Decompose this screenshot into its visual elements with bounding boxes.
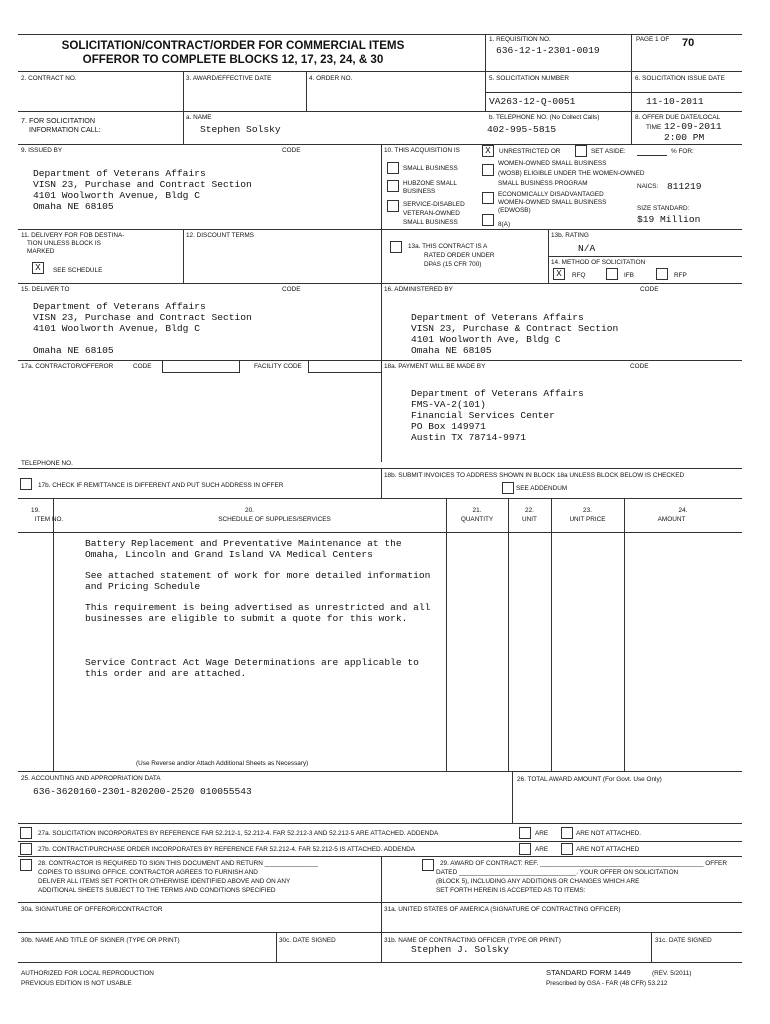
rated-order-label-3: DPAS (15 CFR 700) xyxy=(424,261,482,268)
officer-name[interactable]: Stephen J. Solsky xyxy=(411,944,509,955)
wosb-label-3: SMALL BUSINESS PROGRAM xyxy=(498,180,588,187)
issued-code-label: CODE xyxy=(282,147,301,154)
for-info-label: 7. FOR SOLICITATION xyxy=(21,116,96,125)
col-unit-num: 22. xyxy=(525,507,534,514)
remittance-label: 17b. CHECK IF REMITTANCE IS DIFFERENT AND PUT SUCH ADDRESS IN OFFER xyxy=(38,482,284,489)
invoice-label: 18b. SUBMIT INVOICES TO ADDRESS SHOWN IN BLOCK 18a UNLESS BLOCK BELOW IS CHECKED xyxy=(384,472,685,479)
method-label: 14. METHOD OF SOLICITATION xyxy=(551,259,646,266)
delivery-fob-label-2: TION UNLESS BLOCK IS xyxy=(27,240,101,247)
rated-order-label-2: RATED ORDER UNDER xyxy=(424,252,495,259)
col-item-no-num: 19. xyxy=(31,507,40,514)
discount-terms-label: 12. DISCOUNT TERMS xyxy=(186,232,254,239)
percent-for-label: % FOR: xyxy=(671,148,694,155)
order-no-label: 4. ORDER NO. xyxy=(309,75,353,82)
8a-checkbox[interactable] xyxy=(482,214,494,226)
signature-officer-field[interactable] xyxy=(382,914,741,931)
28-checkbox[interactable] xyxy=(20,859,32,871)
block29-line2: DATED _________________________________. YOUR OFFER ON SOLICITATION xyxy=(436,869,679,876)
schedule-note: (Use Reverse and/or Attach Additional Sheets as Necessary) xyxy=(136,760,309,767)
see-schedule-label: SEE SCHEDULE xyxy=(53,267,103,274)
edwosb-checkbox[interactable] xyxy=(482,192,494,204)
ifb-checkbox[interactable] xyxy=(606,268,618,280)
deliver-to-city[interactable]: Omaha NE 68105 xyxy=(33,345,114,356)
col-amount-num: 24. xyxy=(678,507,688,514)
col-schedule-num: 20. xyxy=(245,507,254,514)
footer-previous-edition: PREVIOUS EDITION IS NOT USABLE xyxy=(21,980,132,987)
facility-code-field[interactable] xyxy=(308,360,382,373)
contractor-label: 17a. CONTRACTOR/OFFEROR xyxy=(21,363,114,370)
unrestricted-label: UNRESTRICTED OR xyxy=(499,148,561,155)
wosb-checkbox[interactable] xyxy=(482,164,494,176)
edwosb-label-3: (EDWOSB) xyxy=(498,207,531,214)
col-unit: UNIT xyxy=(522,516,537,523)
col-item-no: ITEM NO. xyxy=(34,516,64,523)
facility-code-label: FACILITY CODE xyxy=(254,363,302,370)
block28-line3: DELIVER ALL ITEMS SET FORTH OR OTHERWISE IDENTIFIED ABOVE AND ON ANY xyxy=(38,878,291,885)
schedule-description-1: Battery Replacement and Preventative Maintenance at the Omaha, Lincoln and Grand Island VA Medical Centers xyxy=(85,538,402,560)
col-quantity: QUANTITY xyxy=(460,516,494,523)
solicitation-number[interactable]: VA263-12-Q-0051 xyxy=(489,96,576,107)
administered-by-label: 16. ADMINISTERED BY xyxy=(384,286,453,293)
ifb-label: IFB xyxy=(624,272,634,279)
page-total: 70 xyxy=(682,37,695,49)
27b-are-checkbox[interactable] xyxy=(519,843,531,855)
see-schedule-checkbox[interactable]: X xyxy=(32,262,44,274)
addendum-checkbox[interactable] xyxy=(502,482,514,494)
accounting-data[interactable]: 636-3620160-2301-820200-2520 010055543 xyxy=(33,786,252,797)
payment-code-label: CODE xyxy=(630,363,649,370)
schedule-description-4: Service Contract Act Wage Determinations are applicable to this order and are attached. xyxy=(85,657,419,679)
accounting-label: 25. ACCOUNTING AND APPROPRIATION DATA xyxy=(21,775,161,782)
unrestricted-checkbox[interactable]: X xyxy=(482,145,494,157)
sdvosb-checkbox[interactable] xyxy=(387,200,399,212)
col-amount: AMOUNT xyxy=(657,516,686,523)
block28-line1: 28. CONTRACTOR IS REQUIRED TO SIGN THIS DOCUMENT AND RETURN _______________ xyxy=(38,860,318,867)
name-label: a. NAME xyxy=(186,114,212,121)
form-title-line1: SOLICITATION/CONTRACT/ORDER FOR COMMERCIAL ITEMS xyxy=(61,39,405,52)
block29-line1: 29. AWARD OF CONTRACT: REF. ______________________________________________ OFFER xyxy=(440,860,727,867)
setaside-label: SET ASIDE: xyxy=(591,148,626,155)
acquisition-label: 10. THIS ACQUISITION IS xyxy=(384,147,460,154)
col-unit-price-num: 23. xyxy=(583,507,592,514)
time-label: TIME xyxy=(646,124,662,131)
footer-form-number: STANDARD FORM 1449 xyxy=(546,968,631,977)
signature-offeror-field[interactable] xyxy=(18,914,380,931)
remittance-checkbox[interactable] xyxy=(20,478,32,490)
sdvosb-label: SERVICE-DISABLED xyxy=(403,201,465,208)
rating-value[interactable]: N/A xyxy=(578,243,596,254)
hubzone-label-2: BUSINESS xyxy=(403,188,436,195)
signature-offeror-label: 30a. SIGNATURE OF OFFEROR/CONTRACTOR xyxy=(21,906,163,913)
wosb-label-2: (WOSB) ELIGIBLE UNDER THE WOMEN-OWNED xyxy=(498,170,645,177)
block29-line3: (BLOCK 5), INCLUDING ANY ADDITIONS OR CHANGES WHICH ARE xyxy=(436,878,640,885)
setaside-checkbox[interactable] xyxy=(575,145,587,157)
officer-name-label: 31b. NAME OF CONTRACTING OFFICER (TYPE OR PRINT) xyxy=(384,937,561,944)
due-date[interactable]: 12-09-2011 xyxy=(664,121,722,132)
27b-are-not-checkbox[interactable] xyxy=(561,843,573,855)
block28-line4: ADDITIONAL SHEETS SUBJECT TO THE TERMS AND CONDITIONS SPECIFIED xyxy=(38,887,276,894)
contractor-code-field[interactable] xyxy=(162,360,240,373)
27a-are-not-label: ARE NOT ATTACHED. xyxy=(576,830,641,837)
award-date-label: 3. AWARD/EFFECTIVE DATE xyxy=(186,75,272,82)
date-signed-label: 30c. DATE SIGNED xyxy=(279,937,336,944)
rfq-checkbox[interactable]: X xyxy=(553,268,565,280)
wosb-label: WOMEN-OWNED SMALL BUSINESS xyxy=(498,160,607,167)
rfq-label: RFQ xyxy=(572,272,586,279)
27a-are-label: ARE xyxy=(535,830,549,837)
27b-checkbox[interactable] xyxy=(20,843,32,855)
rfp-checkbox[interactable] xyxy=(656,268,668,280)
payment-address[interactable]: Department of Veterans Affairs FMS-VA-2(101) Financial Services Center PO Box 149971 Austin TX 78714-9971 xyxy=(411,388,584,443)
total-award-label: 26. TOTAL AWARD AMOUNT (For Govt. Use Only) xyxy=(517,776,662,783)
hubzone-checkbox[interactable] xyxy=(387,180,399,192)
col-quantity-num: 21. xyxy=(472,507,482,514)
due-time[interactable]: 2:00 PM xyxy=(664,132,705,143)
solicitation-number-label: 5. SOLICITATION NUMBER xyxy=(489,75,570,82)
issue-date-label: 6. SOLICITATION ISSUE DATE xyxy=(635,75,725,82)
issued-by-label: 9. ISSUED BY xyxy=(21,147,63,154)
requisition-number[interactable]: 636-12-1-2301-0019 xyxy=(496,45,600,56)
27a-are-not-checkbox[interactable] xyxy=(561,827,573,839)
deliver-to-address[interactable]: Department of Veterans Affairs VISN 23, Purchase and Contract Section 4101 Woolworth Avenue, Bldg C xyxy=(33,301,252,334)
admin-code-label: CODE xyxy=(640,286,659,293)
29-checkbox[interactable] xyxy=(422,859,434,871)
phone-label: b. TELEPHONE NO. (No Collect Calls) xyxy=(489,114,600,121)
block29-line4: SET FORTH HEREIN IS ACCEPTED AS TO ITEMS: xyxy=(436,887,586,894)
for-info-label-2: INFORMATION CALL: xyxy=(29,125,101,134)
footer-authorized: AUTHORIZED FOR LOCAL REPRODUCTION xyxy=(21,970,154,977)
schedule-description-3: This requirement is being advertised as unrestricted and all businesses are eligible to submit a quote for this work. xyxy=(85,602,431,624)
footer-prescribed: Prescribed by GSA - FAR (48 CFR) 53.212 xyxy=(546,980,668,987)
col-schedule: SCHEDULE OF SUPPLIES/SERVICES xyxy=(218,516,331,523)
small-business-checkbox[interactable] xyxy=(387,162,399,174)
contact-phone[interactable]: 402-995-5815 xyxy=(487,124,557,135)
hubzone-label: HUBZONE SMALL xyxy=(403,180,457,187)
footer-revision: (REV. 5/2011) xyxy=(652,970,692,977)
27a-label: 27a. SOLICITATION INCORPORATES BY REFERENCE FAR 52.212-1, 52.212-4. FAR 52.212-3 AND 52.212-5 ARE ATTACHED. ADDENDA xyxy=(38,830,439,837)
rated-order-label: 13a. THIS CONTRACT IS A xyxy=(408,243,488,250)
addendum-label: SEE ADDENDUM xyxy=(516,485,568,492)
size-standard-label: SIZE STANDARD: xyxy=(637,205,690,212)
issued-by-address[interactable]: Department of Veterans Affairs VISN 23, Purchase and Contract Section 4101 Woolworth Avenue, Bldg C Omaha NE 68105 xyxy=(33,168,252,212)
contract-no-label: 2. CONTRACT NO. xyxy=(21,75,77,82)
sdvosb-label-2: VETERAN-OWNED xyxy=(403,210,460,217)
naics-code[interactable]: 811219 xyxy=(667,181,702,192)
form-title-line2: OFFEROR TO COMPLETE BLOCKS 12, 17, 23, 24, & 30 xyxy=(82,53,384,66)
8a-label: 8(A) xyxy=(498,221,511,228)
officer-date-label: 31c. DATE SIGNED xyxy=(655,937,712,944)
27b-are-not-label: ARE NOT ATTACHED xyxy=(576,846,640,853)
27b-label: 27b. CONTRACT/PURCHASE ORDER INCORPORATES BY REFERENCE FAR 52.212-4. FAR 52.212-5 IS ATTACHED. ADDENDA xyxy=(38,846,416,853)
27a-are-checkbox[interactable] xyxy=(519,827,531,839)
payment-label: 18a. PAYMENT WILL BE MADE BY xyxy=(384,363,486,370)
contact-name[interactable]: Stephen Solsky xyxy=(200,124,281,135)
27b-are-label: ARE xyxy=(535,846,549,853)
signature-officer-label: 31a. UNITED STATES OF AMERICA (SIGNATURE OF CONTRACTING OFFICER) xyxy=(384,906,621,913)
requisition-label: 1. REQUISITION NO. xyxy=(489,36,551,43)
delivery-fob-label-3: MARKED xyxy=(27,248,55,255)
edwosb-label: ECONOMICALLY DISADVANTAGED xyxy=(498,191,604,198)
contractor-phone-label: TELEPHONE NO. xyxy=(21,460,73,467)
page-label: PAGE 1 OF xyxy=(636,36,670,43)
edwosb-label-2: WOMEN-OWNED SMALL BUSINESS xyxy=(498,199,607,206)
administered-by-address[interactable]: Department of Veterans Affairs VISN 23, Purchase & Contract Section 4101 Woolworth Ave, Bldg C Omaha NE 68105 xyxy=(411,312,619,356)
sdvosb-label-3: SMALL BUSINESS xyxy=(403,219,458,226)
rating-label: 13b. RATING xyxy=(551,232,589,239)
block28-line2: COPIES TO ISSUING OFFICE. CONTRACTOR AGREES TO FURNISH AND xyxy=(38,869,258,876)
signer-name-label: 30b. NAME AND TITLE OF SIGNER (TYPE OR PRINT) xyxy=(21,937,180,944)
rfp-label: RFP xyxy=(674,272,687,279)
deliver-code-label: CODE xyxy=(282,286,301,293)
27a-checkbox[interactable] xyxy=(20,827,32,839)
col-unit-price: UNIT PRICE xyxy=(569,516,606,523)
deliver-to-label: 15. DELIVER TO xyxy=(21,286,70,293)
size-standard[interactable]: $19 Million xyxy=(637,214,701,225)
contractor-code-label: CODE xyxy=(133,363,152,370)
rated-order-checkbox[interactable] xyxy=(390,241,402,253)
small-business-label: SMALL BUSINESS xyxy=(403,165,458,172)
delivery-fob-label: 11. DELIVERY FOR FOB DESTINA- xyxy=(21,232,125,239)
schedule-description-2: See attached statement of work for more detailed information and Pricing Schedule xyxy=(85,570,431,592)
due-date-label: 8. OFFER DUE DATE/LOCAL xyxy=(635,114,721,121)
issue-date[interactable]: 11-10-2011 xyxy=(646,96,704,107)
naics-label: NAICS: xyxy=(637,183,659,190)
